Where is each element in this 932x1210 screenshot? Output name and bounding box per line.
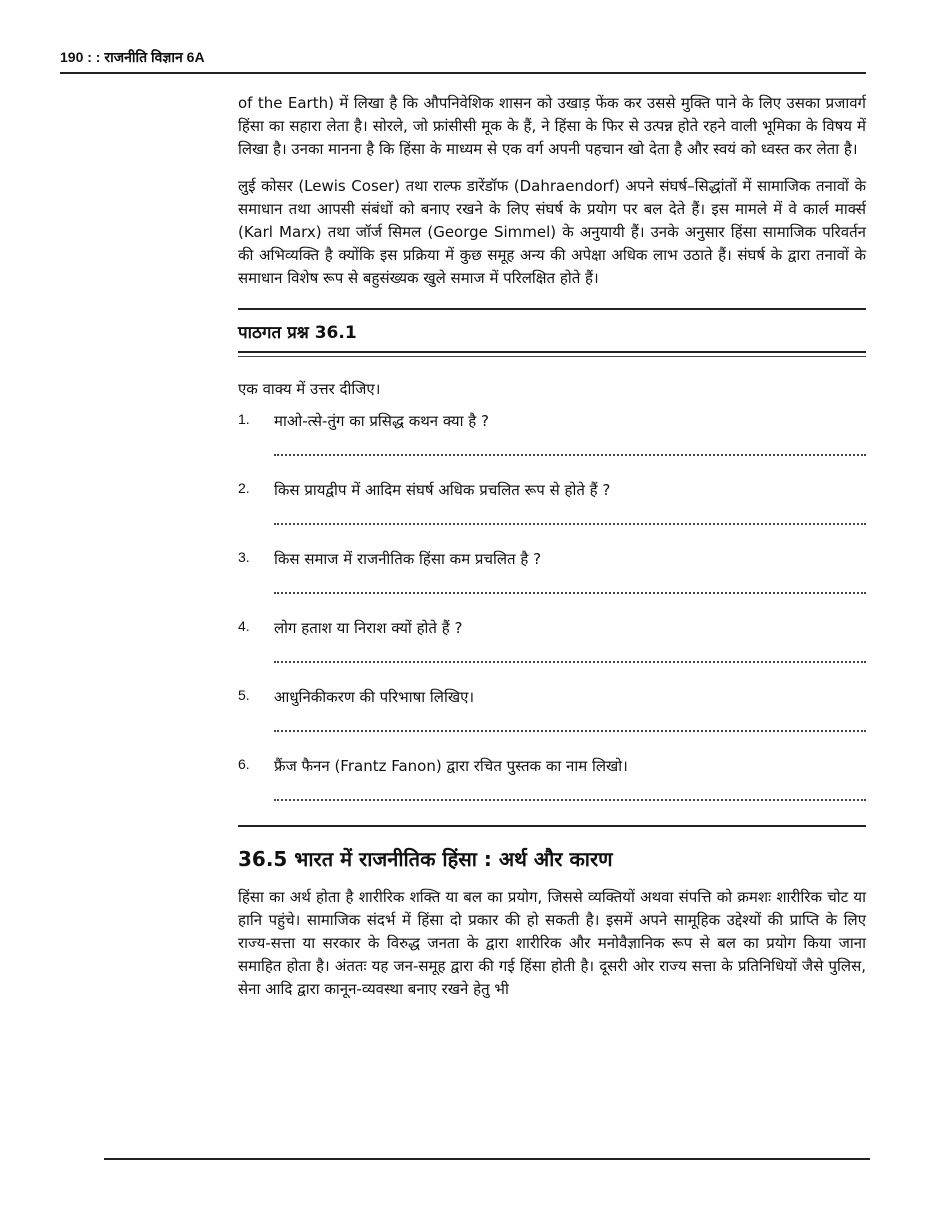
question-number: 1. — [238, 411, 250, 427]
answer-line[interactable] — [274, 798, 866, 801]
question-item — [238, 687, 866, 732]
footer-rule — [104, 1158, 870, 1160]
question-box-rule — [238, 356, 866, 357]
answer-line[interactable] — [274, 522, 866, 525]
answer-line[interactable] — [274, 453, 866, 456]
paragraph-1: of the Earth) में लिखा है कि औपनिवेशिक शासन को उखाड़ फेंक कर उससे मुक्ति पाने के लिए उसका प्रजावर्ग हिंसा का सहारा लेता है। सोरले, जो फ्रांसीसी मूक के हैं, ने हिंसा के फिर से उत्पन्न होते रहने वाली भूमिका के विषय में लिखा है। उनका मानना है कि हिंसा के माध्यम से एक वर्ग अपनी पहचान खो देता है और स्वयं को ध्वस्त कर लेता है। — [238, 94, 866, 158]
question-text: माओ-त्से-तुंग का प्रसिद्ध कथन क्या है ? — [274, 412, 489, 430]
answer-line[interactable] — [274, 660, 866, 663]
question-box-title: पाठगत प्रश्न 36.1 — [238, 308, 866, 353]
page-header: 190 : : राजनीति विज्ञान 6A — [60, 49, 205, 65]
question-text: किस प्रायद्वीप में आदिम संघर्ष अधिक प्रचलित रूप से होते हैं ? — [274, 481, 611, 499]
question-number: 2. — [238, 480, 250, 496]
question-item — [238, 480, 866, 525]
question-text: लोग हताश या निराश क्यों होते हैं ? — [274, 619, 463, 637]
section-divider — [238, 825, 866, 827]
question-number: 5. — [238, 687, 250, 703]
question-text: आधुनिकीकरण की परिभाषा लिखिए। — [274, 688, 475, 706]
question-list — [238, 411, 866, 801]
header-rule — [60, 72, 866, 74]
question-item — [238, 618, 866, 663]
question-instruction: एक वाक्य में उत्तर दीजिए। — [238, 380, 381, 398]
answer-line[interactable] — [274, 591, 866, 594]
page-content — [238, 92, 866, 1015]
question-number: 3. — [238, 549, 250, 565]
answer-line[interactable] — [274, 729, 866, 732]
question-item — [238, 756, 866, 801]
question-item — [238, 411, 866, 456]
question-text: किस समाज में राजनीतिक हिंसा कम प्रचलित है ? — [274, 550, 542, 568]
section-heading: 36.5 भारत में राजनीतिक हिंसा : अर्थ और कारण — [238, 847, 613, 871]
paragraph-2: लुई कोसर (Lewis Coser) तथा राल्फ डारेंडॉफ (Dahraendorf) अपने संघर्ष–सिद्धांतों में सामाजिक तनावों के समाधान तथा आपसी संबंधों को बनाए रखने के लिए संघर्ष के प्रयोग पर बल देते हैं। इस मामले में वे कार्ल मार्क्स (Karl Marx) तथा जॉर्ज सिमल (George Simmel) के अनुयायी हैं। उनके अनुसार हिंसा सामाजिक परिवर्तन की अभिव्यक्ति है क्योंकि इस प्रक्रिया में कुछ समूह अन्य की अपेक्षा अधिक लाभ उठाते हैं। संघर्ष के द्वारा तनावों के समाधान विशेष रूप से बहुसंख्यक खुले समाज में परिलक्षित होते हैं। — [238, 177, 866, 287]
section-paragraph: हिंसा का अर्थ होता है शारीरिक शक्ति या बल का प्रयोग, जिससे व्यक्तियों अथवा संपत्ति को क्रमशः शारीरिक चोट या हानि पहुंचे। सामाजिक संदर्भ में हिंसा दो प्रकार की हो सकती है। इसमें अपने सामूहिक उद्देश्यों की प्राप्ति के लिए राज्य-सत्ता या सरकार के विरुद्ध जनता के द्वारा शारीरिक और मनोवैज्ञानिक रूप से बल का प्रयोग किया जाना समाहित होता है। अंततः यह जन-समूह द्वारा की गई हिंसा होती है। दूसरी ओर राज्य सत्ता के प्रतिनिधियों जैसे पुलिस, सेना आदि द्वारा कानून-व्यवस्था बनाए रखने हेतु भी — [238, 888, 866, 998]
question-text: फ्रैंज फैनन (Frantz Fanon) द्वारा रचित पुस्तक का नाम लिखो। — [274, 757, 628, 775]
question-number: 4. — [238, 618, 250, 634]
question-number: 6. — [238, 756, 250, 772]
question-item — [238, 549, 866, 594]
